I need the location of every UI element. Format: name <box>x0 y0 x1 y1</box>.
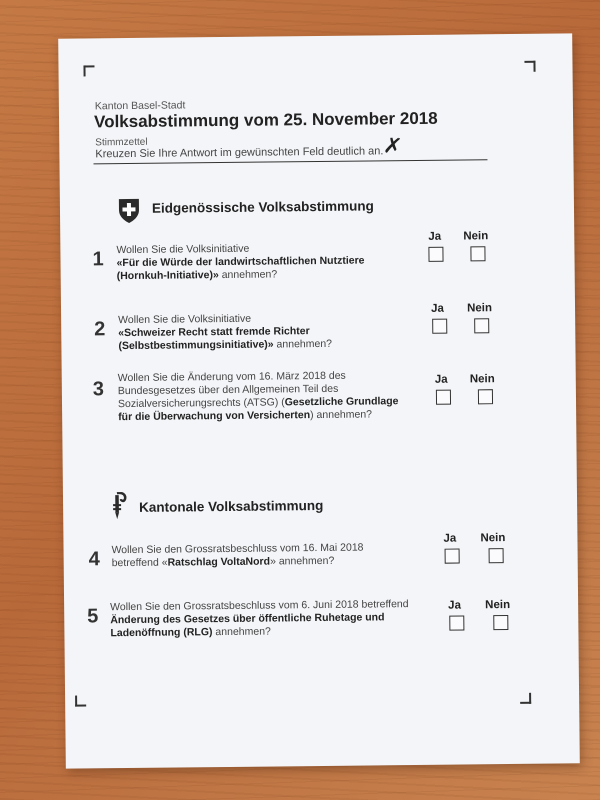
q1-no-checkbox[interactable] <box>470 246 485 261</box>
q3-yes-checkbox[interactable] <box>436 390 451 405</box>
no-label: Nein <box>485 599 511 612</box>
no-label: Nein <box>480 532 506 545</box>
q1-yes-checkbox[interactable] <box>428 247 443 262</box>
question-number: 5 <box>87 605 99 628</box>
page-title: Volksabstimmung vom 25. November 2018 <box>93 108 438 132</box>
question-text: Wollen Sie die Volksinitiative «Schweizer Recht statt fremde Richter (Selbstbestimmungsinitiative)» annehmen? <box>118 312 333 353</box>
question-number: 3 <box>92 378 105 401</box>
q5-yes-checkbox[interactable] <box>449 615 464 630</box>
question-number: 2 <box>94 318 106 341</box>
corner-mark-top-left <box>83 65 94 76</box>
no-label: Nein <box>469 373 495 386</box>
question-text: Wollen Sie die Änderung vom 16. März 2018 des Bundesgesetzes über den Allgemeinen Teil des Sozialversicherungsrechts (ATSG) (Gesetzliche Grundlage für die Überwachung von Versicherten) annehmen? <box>117 369 399 424</box>
basel-staff-icon <box>112 492 128 520</box>
cantonal-section-title: Kantonale Volksabstimmung <box>139 497 324 515</box>
no-label: Nein <box>466 302 493 315</box>
corner-mark-bottom-right <box>520 693 531 704</box>
canton-label: Kanton Basel-Stadt <box>94 99 186 113</box>
question-text: Wollen Sie den Grossratsbeschluss vom 6. Juni 2018 betreffend Änderung des Gesetzes über öffentliche Ruhetage und Ladenöffnung (RLG) annehmen? <box>110 598 409 640</box>
question-text: Wollen Sie den Grossratsbeschluss vom 16. Mai 2018 betreffend «Ratschlag VoltaNord» annehmen? <box>111 541 364 570</box>
question-number: 1 <box>92 248 104 271</box>
q5-no-checkbox[interactable] <box>493 615 508 630</box>
yes-label: Ja <box>443 532 457 545</box>
no-label: Nein <box>463 230 489 243</box>
federal-section-title: Eidgenössische Volksabstimmung <box>151 198 374 216</box>
example-cross-mark: ✗ <box>381 133 404 161</box>
yes-label: Ja <box>430 302 444 315</box>
header-divider <box>93 159 487 164</box>
corner-mark-bottom-left <box>75 695 86 706</box>
ballot-subtitle: Stimmzettel <box>95 136 148 149</box>
yes-label: Ja <box>428 230 442 243</box>
swiss-cross-shield-icon <box>118 198 140 224</box>
ballot-paper <box>58 33 580 768</box>
q2-yes-checkbox[interactable] <box>432 319 447 334</box>
yes-label: Ja <box>434 373 448 386</box>
q2-no-checkbox[interactable] <box>474 318 489 333</box>
corner-mark-top-right <box>524 61 535 72</box>
yes-label: Ja <box>448 599 462 612</box>
instruction-text: Kreuzen Sie Ihre Antwort im gewünschten Feld deutlich an. <box>95 145 384 161</box>
question-text: Wollen Sie die Volksinitiative «Für die Würde der landwirtschaftlichen Nutztiere (Hornkuh-Initiative)» annehmen? <box>116 242 365 283</box>
q3-no-checkbox[interactable] <box>478 389 493 404</box>
q4-yes-checkbox[interactable] <box>445 549 460 564</box>
q4-no-checkbox[interactable] <box>489 548 504 563</box>
question-number: 4 <box>88 548 100 571</box>
